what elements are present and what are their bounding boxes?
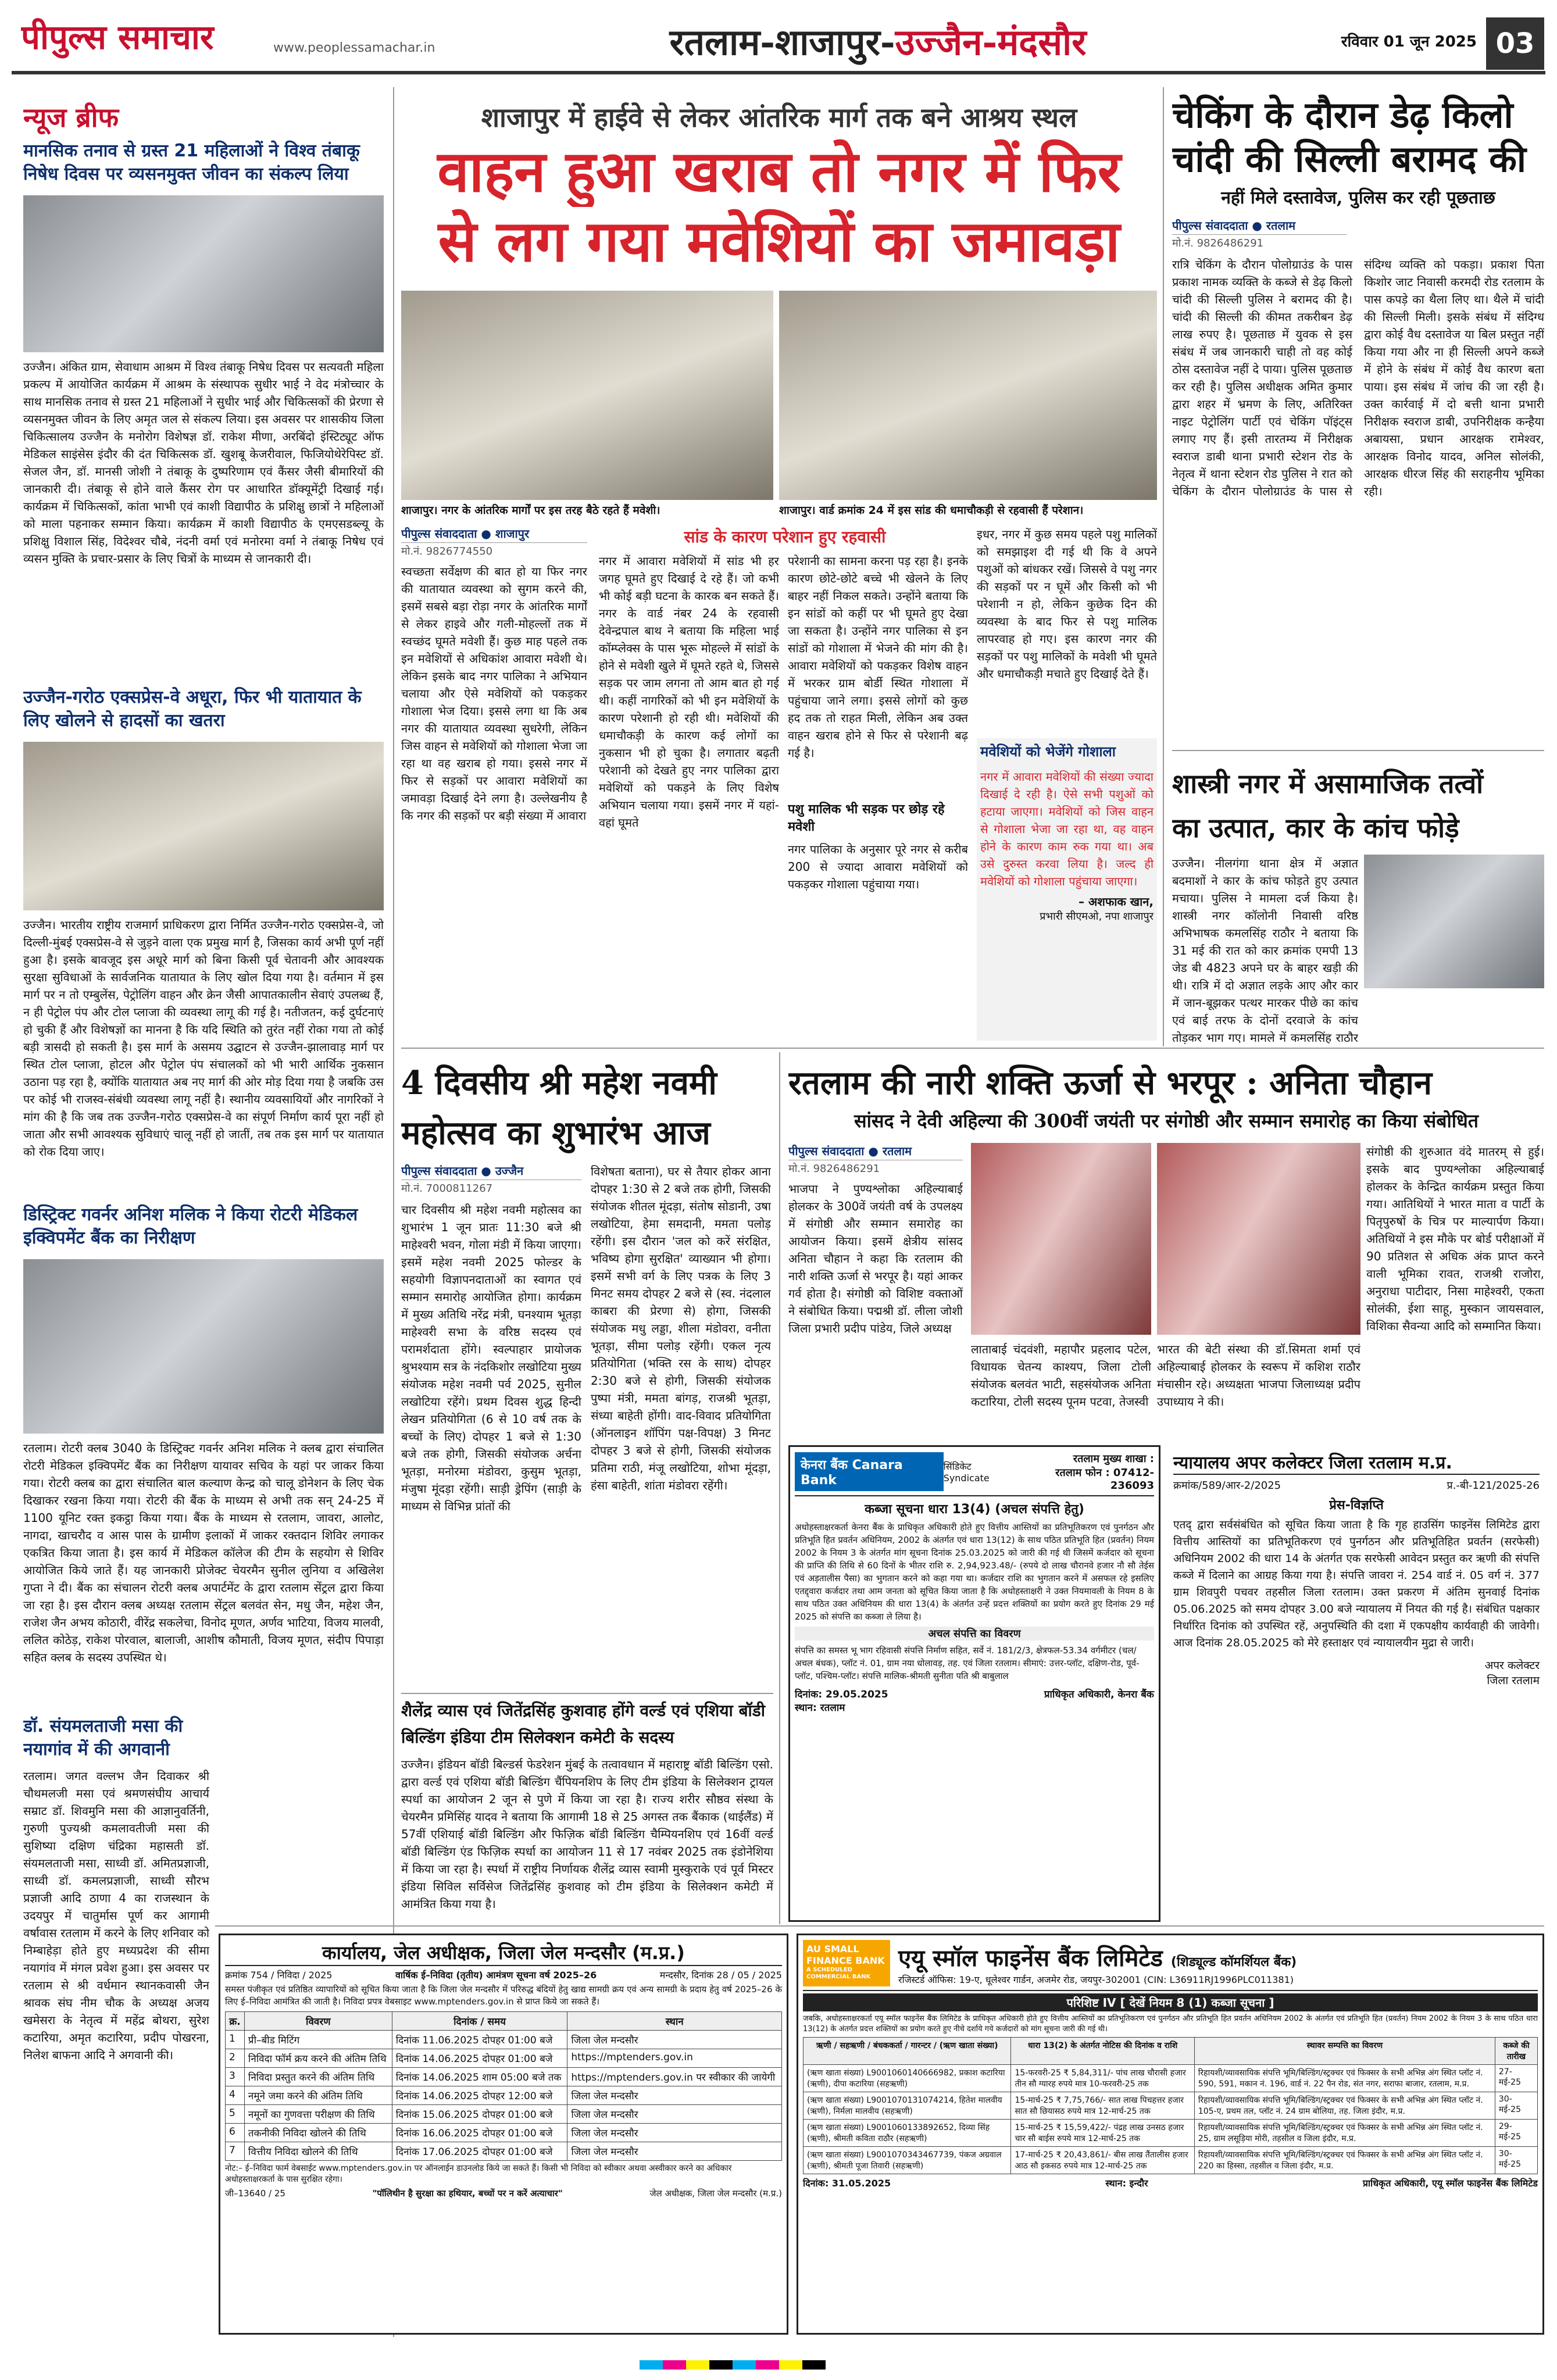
au-table-col-header: धारा 13(2) के अंतर्गत नोटिस की दिनांक व राशि <box>1011 2038 1194 2065</box>
lead-headline-2: से लग गया मवेशियों का जमावड़ा <box>438 208 1120 275</box>
silver-body: रात्रि चेकिंग के दौरान पोलोग्राउंड के पास प्रकाश नामक व्यक्ति के कब्जे से डेढ़ किलो चांदी की सिल्ली पुलिस ने बरामद की है। चांदी की सिल्ली की कीमत तकरीबन डेढ़ लाख रुपए है। पूछताछ में युवक से इस संबंध में जब जानकारी चाही तो वह कोई ठोस दस्तावेज नहीं दे पाया। पुलिस पूछताछ कर रही है। पुलिस अधीक्षक अमित कुमार द्वारा शहर में भ्रमण के लिए, अतिरिक्त नाइट पेट्रोलिंग पार्टी एवं चेकिंग पॉइंट्स लगाए गए हैं। इसी तारतम्य में निरीक्षक स्वराज डाबी थाना प्रभारी स्टेशन रोड के नेतृत्व में थाना स्टेशन रोड पुलिस ने रात को चेकिंग के दौरान पोलोग्राउंड के पास से संदिग्ध व्यक्ति को पकड़ा। प्रकाश पिता किशोर जाट निवासी करमदी रोड रतलाम के पास कपड़े का थैला लिए था। थैले में चांदी की सिल्ली मिली। इसके संबंध में संदिग्ध द्वारा कोई वैध दस्तावेज या बिल प्रस्तुत नहीं किया गया और ना ही सिल्ली अपने कब्जे में होने के संबंध में कोई वैध कारण बता पाया। इस संबंध में जांच की जा रही है। उक्त कार्रवाई में दो बत्ती थाना प्रभारी निरीक्षक स्वराज डाबी, उपनिरीक्षक कन्हैया अबायसा, प्रधान आरक्षक रामेश्वर, आरक्षक विनोद यादव, अनिल सोलंकी, आरक्षक धीरज सिंह की सराहनीय भूमिका रही। <box>1172 258 1544 498</box>
table-cell: (ऋण खाता संख्या) L9001060140666982, प्रकाश कटारिया (ऋणी), दीपा कटारिया (सहऋणी) <box>804 2065 1011 2092</box>
table-cell: (ऋण खाता संख्या) L9001070131074214, हितेश मालवीय (ऋणी), निर्मला मालवीय (सहऋणी) <box>804 2092 1011 2120</box>
row-rule <box>401 1048 1544 1049</box>
table-row <box>226 2105 782 2124</box>
table-cell: दिनांक 17.06.2025 दोपहर 01:00 बजे <box>392 2142 567 2161</box>
mahesh-headline-2: महोत्सव का शुभारंभ आज <box>401 1114 710 1152</box>
silver-mobile: मो.नं. 9826486291 <box>1172 237 1264 249</box>
ratlam-mobile: मो.नं. 9826486291 <box>788 1163 880 1175</box>
table-cell: 30-मई-25 <box>1495 2092 1537 2120</box>
shastri-headline-1: शास्त्री नगर में असामाजिक तत्वों <box>1172 768 1484 799</box>
table-row <box>226 2049 782 2068</box>
table-cell: नमूने जमा करने की अंतिम तिथि <box>244 2086 392 2105</box>
jail-table-col-header: क्र. <box>226 2012 245 2031</box>
table-row <box>226 2142 782 2161</box>
column-rule <box>1163 87 1164 1046</box>
lead-kicker: शाजापुर में हाईवे से लेकर आंतरिक मार्ग तक बने आश्रय स्थल <box>481 102 1077 133</box>
au-logo <box>803 1940 890 1986</box>
table-cell: रिहायशी/व्यावसायिक संपत्ति भूमि/बिल्डिंग/स्ट्रक्चर एवं फिक्सर के सभी अभिन्न अंग स्थित प्लॉट नं. 220 का हिस्सा, तहसील व जिला इंदौर, म.प्र. <box>1194 2147 1495 2174</box>
table-cell: रिहायशी/व्यावसायिक संपत्ति भूमि/बिल्डिंग/स्ट्रक्चर एवं फिक्सर के सभी अभिन्न अंग स्थित प्लॉट नं. 105-ए, प्रथम तल, प्लॉट नं. 24 ग्राम बोलिया, तह. जिला इंदौर, म.प्र. <box>1194 2092 1495 2120</box>
canara-title: कब्जा सूचना धारा 13(4) (अचल संपत्ति हेतु) <box>865 1502 1084 1517</box>
table-cell: 2 <box>226 2049 245 2068</box>
table-cell: दिनांक 15.06.2025 दोपहर 01:00 बजे <box>392 2105 567 2124</box>
silver-headline-1: चेकिंग के दौरान डेढ़ किलो <box>1172 94 1513 136</box>
au-address: रजिस्टर्ड ऑफिस: 19-ए, धूलेश्वर गार्डन, अजमेर रोड, जयपुर-302001 (CIN: L36911RJ1996PLC011381) <box>898 1974 1294 1985</box>
mahesh-col-1: चार दिवसीय श्री महेश नवमी महोत्सव का शुभारंभ 1 जून प्रातः 11:30 बजे श्री माहेश्वरी भवन, गोला मंडी में किया जाएगा। इसमें महेश नवमी 2025 फोल्डर के सहयोगी विज्ञापनदाताओं का स्वागत एवं सम्मान समारोह आयोजित होगा। कार्यक्रम में मुख्य अतिथि नरेंद्र मंत्री, घनश्याम भूतड़ा माहेश्वरी सभा के वरिष्ठ सदस्य एवं परामर्शदाता होंगे। स्वल्पाहार प्रायोजक श्रुभश्याम सत्र के नंदकिशोर लखोटिया मुख्य संयोजक महेश नवमी पर्व 2025, सुनील लखोटिया रहेंगे। प्रथम दिवस शुद्ध हिन्दी लेखन प्रतियोगिता (6 से 10 वर्ष तक के बच्चों के लिए) दोपहर 1 बजे से 1:30 बजे तक होगी, जिसकी संयोजक अर्चना भूतड़ा, मनोरमा मंडोवरा, कुसुम भूतड़ा, मंजुषा मूंदड़ा रहेंगी। साड़ी ड्रेपिंग (साड़ी के माध्यम से विभिन्न प्रांतों की <box>401 1203 581 1513</box>
table-cell: दिनांक 11.06.2025 दोपहर 01:00 बजे <box>392 2031 567 2049</box>
jail-tender-notice <box>219 1934 788 2335</box>
ratlam-byline: पीपुल्स संवाददाता ● रतलाम <box>788 1143 963 1160</box>
table-cell: जिला जेल मन्दसौर <box>567 2124 782 2142</box>
table-cell: जिला जेल मन्दसौर <box>567 2105 782 2124</box>
canara-notice <box>788 1445 1160 1922</box>
table-cell: (ऋण खाता संख्या) L9001070343467739, पंकज अग्रवाल (ऋणी), श्रीमती पूजा तिवारी (सहऋणी) <box>804 2147 1011 2174</box>
lead-mobile: मो.नं. 9826774550 <box>401 545 493 558</box>
jail-table-col-header: विवरण <box>244 2012 392 2031</box>
ratlam-subhead: सांसद ने देवी अहिल्या की 300वीं जयंती पर संगोष्ठी और सम्मान समारोह का किया संबोधित <box>854 1110 1479 1132</box>
brief-2-photo <box>23 742 384 910</box>
au-place: स्थान: इन्दौर <box>1105 2178 1148 2189</box>
collector-case: प्र.-बी-121/2025-26 <box>1447 1480 1540 1492</box>
au-table <box>803 2037 1538 2174</box>
brief-3-photo <box>23 1259 384 1434</box>
silver-byline: पीपुल्स संवाददाता ● रतलाम <box>1172 217 1347 235</box>
table-row <box>804 2120 1538 2147</box>
lead-box-sign2: प्रभारी सीएमओ, नपा शाजापुर <box>1040 910 1154 923</box>
table-row <box>226 2086 782 2105</box>
row-rule <box>215 1925 1544 1927</box>
brief-3-headline: डिस्ट्रिक्ट गवर्नर अनिश मलिक ने किया रोटरी मेडिकल इक्विपमेंट बैंक का निरीक्षण <box>23 1205 358 1248</box>
table-cell: निविदा प्रस्तुत करने की अंतिम तिथि <box>244 2068 392 2086</box>
lead-photo-2 <box>779 291 1157 500</box>
canara-date: दिनांक: 29.05.2025 <box>795 1689 888 1700</box>
lead-byline: पीपुल्स संवाददाता ● शाजापुर <box>401 526 587 543</box>
jail-intro: समस्त पंजीकृत एवं प्रतिष्ठित व्यापारियों को सूचित किया जाता है कि जिला जेल मन्दसौर में परिरुद्ध बंदियों हेतु खाद्य सामग्री क्रय एवं अन्य सामग्री के प्रदाय हेतु वर्ष 2025–26 के लिए ई–निविदा आमंत्रित की जाती है। निविदा प्रपत्र वेबसाइट www.mptenders.gov.in से प्राप्त किये जा सकते हैं। <box>225 1984 782 2007</box>
lead-headline-1: वाहन हुआ खराब तो नगर में फिर <box>437 138 1121 205</box>
au-date: दिनांक: 31.05.2025 <box>803 2178 891 2189</box>
table-row <box>804 2065 1538 2092</box>
masthead-rule <box>12 71 1545 74</box>
silver-subhead: नहीं मिले दस्तावेज, पुलिस कर रही पूछताछ <box>1221 188 1495 208</box>
mahesh-col-2: विशेषता बताना), घर से तैयार होकर आना दोपहर 1:30 से 2 बजे तक होगी, जिसकी संयोजक शीतल मूंदड़ा, संतोष सोडानी, उषा लखोटिया, हेमा समदानी, ममता पलोड़ रहेंगी। इस दौरान 'जल को करें संरक्षित, भविष्य होगा सुरक्षित' व्याख्यान भी होगा। इसमें सभी वर्ग के लिए पत्रक के लिए 3 मिनट समय दोपहर 2 बजे से (स्व. नंदलाल काबरा की प्रेरणा से) होगा, जिसकी संयोजक मधु लड्डा, शीला मंडोवरा, वनीता भूतड़ा, सीमा पलोड़ रहेंगी। एकल नृत्य प्रतियोगिता (भक्ति रस के साथ) दोपहर 2:30 बजे से होगी, जिसकी संयोजक पुष्पा मंत्री, ममता बांगड़, राजश्री भूतड़ा, संध्या बाहेती होंगी। वाद-विवाद प्रतियोगिता (ऑनलाइन शॉपिंग पक्ष-विपक्ष) 3 मिनट दोपहर 3 बजे से होगी, जिसकी संयोजक प्रतिमा राठी, मंजू लखोटिया, शोभा मूंदड़ा, हंसा बाहेती, शांता मंडोवरा रहेंगी। <box>591 1164 771 1492</box>
table-cell: 5 <box>226 2105 245 2124</box>
bodybuilding-body: उज्जैन। इंडियन बॉडी बिल्डर्स फेडरेशन मुंबई के तत्वावधान में महाराष्ट्र बॉडी बिल्डिंग एसो. द्वारा वर्ल्ड एवं एशिया बॉडी बिल्डिंग चैंपियनशिप के लिए टीम इंडिया के सिलेक्शन ट्रायल स्पर्धा का आयोजन 2 जून से पुणे में किया जा रहा है। राज्य शरीर सौष्ठव संस्था के चेयरमैन प्रमिसिंह यादव ने बताया कि आगामी 18 से 25 अगस्त तक बैंकाक (थाईलैंड) में 57वीं एशियाई बॉडी बिल्डिंग और फिज़िक बॉडी बिल्डिंग चैम्पियनशिप एवं 16वीं वर्ल्ड बॉडी बिल्डिंग एंड फिज़िक स्पर्धा का आयोजन 11 से 17 नवंबर 2025 तक इंडोनेशिया में किया जा रहा है। स्पर्धा में राष्ट्रीय निर्णायक शैलेंद्र व्यास स्वामी मुस्कुराके एवं पूर्व मिस्टर इंडिया सिविल सर्विसेज जितेंद्रसिंह कुशवाह को टीम इंडिया के सिलेक्शन कमेटी में आमंत्रित किया गया है। <box>401 1757 773 1911</box>
lead-box <box>977 738 1157 1041</box>
row-rule <box>1172 750 1544 751</box>
mahesh-byline: पीपुल्स संवाददाता ● उज्जैन <box>401 1163 581 1180</box>
table-row <box>226 2124 782 2142</box>
lead-subhead: सांड के कारण परेशान हुए रहवासी <box>684 527 886 546</box>
issue-date: रविवार 01 जून 2025 <box>1341 33 1477 51</box>
silver-headline-2: चांदी की सिल्ली बरामद की <box>1172 138 1526 180</box>
lead-subhead-2: पशु मालिक भी सड़क पर छोड़ रहे मवेशी <box>788 802 945 834</box>
shastri-headline-2: का उत्पात, कार के कांच फोड़े <box>1172 812 1459 844</box>
lead-box-head: मवेशियों को भेजेंगे गोशाला <box>980 744 1116 760</box>
table-cell: 4 <box>226 2086 245 2105</box>
au-table-col-header: कब्जे की तारीख <box>1495 2038 1537 2065</box>
jail-table-col-header: दिनांक / समय <box>392 2012 567 2031</box>
table-cell: 27-मई-25 <box>1495 2065 1537 2092</box>
brief-1-body: उज्जैन। अंकित ग्राम, सेवाधाम आश्रम में विश्व तंबाकू निषेध दिवस पर सत्यवती महिला प्रकल्प में आयोजित कार्यक्रम में आश्रम के संस्थापक सुधीर भाई ने वेद मंत्रोच्चार के साथ मानसिक तनाव से ग्रस्त 21 महिलाओं ने सुधीर भाई और चिकित्सकों की प्रेरणा से व्यसनमुक्त जीवन के लिए अमृत जल से संकल्प लिया। इस अवसर पर शासकीय जिला चिकित्सालय उज्जैन के मनोरोग विशेषज्ञ डॉ. राकेश मीणा, अरबिंदो इंस्टिट्यूट ऑफ मेडिकल साइंसेस इंदौर की दंत चिकित्सक डॉ. खुशबू केजरीवाल, फिजियोथेरेपिस्ट डॉ. सेजल जैन, डॉ. मानसी जोशी ने तंबाकू के दुष्परिणाम एवं कैंसर जैसी बीमारियों की जानकारी दी। तंबाकू से होने वाले कैंसर रोग पर आधारित डॉक्यूमेंट्री दिखाई गई। कार्यक्रम में चिकित्सकों, कांता भाभी एवं काशी विद्यापीठ के प्रशिक्षु छात्रों ने महिलाओं को माला पहनाकर सम्मान किया। कार्यक्रम में काशी विद्यापीठ के एमएसडब्ल्यू के प्रशिक्षु विशाल सिंह, विदेश्वर चौबे, नंदनी वर्मा एवं मनोरमा वर्मा ने तंबाकू निषेध एवं व्यसन मुक्ति के प्रचार-प्रसार के लिए चित्रों के माध्यम से जानकारी दी। <box>23 360 384 566</box>
masthead-url[interactable]: www.peoplessamachar.in <box>273 41 435 55</box>
lead-box-body: नगर में आवारा मवेशियों की संख्या ज्यादा दिखाई दे रही है। ऐसे सभी पशुओं को हटाया जाएगा। मवेशियों को जिस वाहन से गोशाला भेजा जा रहा था, वह वाहन होने के कारण काम रुक गया था। अब उसे दुरुस्त करवा लिया है। जल्द ही मवेशियों को गोशाला पहुंचाया जाएगा। <box>980 770 1154 888</box>
ratlam-headline: रतलाम की नारी शक्ति ऊर्जा से भरपूर : अनिता चौहान <box>788 1064 1432 1102</box>
row-rule <box>401 1693 773 1694</box>
au-head: एयू स्मॉल फाइनेंस बैंक लिमिटेड <box>898 1945 1163 1972</box>
jail-head: कार्यालय, जेल अधीक्षक, जिला जेल मन्दसौर (म.प्र.) <box>225 1940 782 1966</box>
brief-2-body: उज्जैन। भारतीय राष्ट्रीय राजमार्ग प्राधिकरण द्वारा निर्मित उज्जैन-गरोठ एक्सप्रेस-वे, जो दिल्ली-मुंबई एक्सप्रेस-वे से जुड़ने वाला एक प्रमुख मार्ग है, जिसका कार्य अभी पूर्ण नहीं हुआ है। इसके बावजूद इस अधूरे मार्ग को बिना किसी पूर्व चेतावनी और आवश्यक सुरक्षा सुविधाओं के सार्वजनिक यातायात के लिए खोल दिया गया है। वर्तमान में इस मार्ग पर न तो एम्बुलेंस, पेट्रोलिंग वाहन और क्रेन जैसी आपातकालीन सेवाएं उपलब्ध हैं, न ही पेट्रोल पंप और टोल प्लाजा की व्यवस्था लागू की गई है। नतीजतन, कई दुर्घटनाएं हो चुकी हैं और विशेषज्ञों का मानना है कि यदि स्थिति को तुरंत नहीं रोका गया तो कोई बड़ी त्रासदी हो सकती है। इस मार्ग के असमय उद्घाटन से उज्जैन-झालावाड़ मार्ग पर स्थित टोल प्लाजा, होटल और पेट्रोल पंप संचालकों को भी भारी आर्थिक नुकसान उठाना पड़ रहा है, क्योंकि यातायात अब नए मार्ग की ओर मोड़ दिया गया है जबकि उस पर कोई भी राजस्व-संबंधी व्यवस्था लागू नहीं है। स्थानीय व्यवसायियों और नागरिकों ने मांग की है कि जब तक उज्जैन-गरोठ एक्सप्रेस-वे का संपूर्ण निर्माण कार्य पूरा नहीं हो जाता और सभी आवश्यक सुविधाएं चालू नहीं हो जातीं, तब तक इस मार्ग पर यातायात को रोक दिया जाए। <box>23 918 384 1159</box>
table-cell: 17-मार्च-25 ₹ 20,43,861/- बीस लाख तैंतालीस हजार आठ सौ इकसठ रुपये मात्र 12-मार्च-25 तक <box>1011 2147 1194 2174</box>
au-table-col-header: ऋणी / सहऋणी / बंधककर्ता / गारन्टर / (ऋण खाता संख्या) <box>804 2038 1011 2065</box>
table-cell: रिहायशी/व्यावसायिक संपत्ति भूमि/बिल्डिंग/स्ट्रक्चर एवं फिक्सर के सभी अभिन्न अंग स्थित प्लॉट नं. 590, 591, मकान नं. 196, वार्ड नं. 22 पैन रोड, संत नगर, सराफा बाजार, रतलाम, म.प्र. <box>1194 2065 1495 2092</box>
canara-property: संपत्ति का समस्त भू भाग रहिवासी संपत्ति निर्माण सहित, सर्वे नं. 181/2/3, क्षेत्रफल-53.34 वर्गमीटर (चल/अचल बंधक), प्लॉट नं. 01, ग्राम नया धोलावड़, तह. एवं जिला रतलाम। सीमाएं: उत्तर-प्लॉट, दक्षिण-रोड, पूर्व-प्लॉट, पश्चिम-प्लॉट। संपत्ति मालिक-श्रीमती सुनीता पति श्री बाबुलाल <box>795 1645 1140 1681</box>
section-title <box>558 16 1198 69</box>
table-cell: दिनांक 14.06.2025 दोपहर 12:00 बजे <box>392 2086 567 2105</box>
jail-sign: जेल अधीक्षक, जिला जेल मन्दसौर (म.प्र.) <box>649 2188 782 2199</box>
ratlam-photo-1 <box>971 1143 1151 1335</box>
mahesh-headline-1: 4 दिवसीय श्री महेश नवमी <box>401 1064 717 1102</box>
lead-caption-2: शाजापुर। वार्ड क्रमांक 24 में इस सांड की धमाचौकड़ी से रहवासी हैं परेशान। <box>779 502 1157 520</box>
canara-syndicate: सिंडिकेट Syndicate <box>943 1461 990 1484</box>
lead-col-3b: नगर पालिका के अनुसार पूरे नगर से करीब 200 से ज्यादा आवारा मवेशियों को पकड़कर गोशाला पहुंचाया गया। <box>788 842 968 891</box>
collector-sign-2: जिला रतलाम <box>1487 1674 1540 1687</box>
table-cell: https://mptenders.gov.in <box>567 2049 782 2068</box>
table-cell: प्री–बीड मिटिंग <box>244 2031 392 2049</box>
shastri-body: उज्जैन। नीलगंगा थाना क्षेत्र में अज्ञात बदमाशों ने कार के कांच फोड़ते हुए उत्पात मचाया। पुलिस ने मामला दर्ज किया है। शास्त्री नगर कॉलोनी निवासी वरिष्ठ अभिभाषक कमलसिंह राठौर ने बताया कि 31 मई की रात को कार क्रमांक एमपी 13 जेड बी 4823 अपने घर के बाहर खड़ी की थी। रात्रि में दो अज्ञात लड़के आए और कार में जान-बूझकर पत्थर मारकर पीछे का कांच एवं बाई तरफ के दोनों दरवाजे के कांच तोड़कर भाग गए। मामले में कमलसिंह राठौर <box>1172 856 1358 1045</box>
jail-note: नोट:– ई–निविदा फार्म वेबसाईट www.mptenders.gov.in पर ऑनलाईन डाउनलोड किये जा सकते हैं। किसी भी निविदा को स्वीकार अथवा अस्वीकार करने का अधिकार अधोहस्ताक्षरकर्ता के पास सुरक्षित रहेगा। <box>225 2164 732 2184</box>
table-row <box>226 2068 782 2086</box>
brief-1-headline: मानसिक तनाव से ग्रस्त 21 महिलाओं ने विश्व तंबाकू निषेध दिवस पर व्यसनमुक्त जीवन का संकल्प लिया <box>23 141 360 184</box>
au-sign: प्राधिकृत अधिकारी, एयू स्मॉल फाइनेंस बैंक लिमिटेड <box>1362 2178 1538 2189</box>
jail-ref: क्रमांक 754 / निविदा / 2025 <box>225 1970 333 1981</box>
brief-3-body: रतलाम। रोटरी क्लब 3040 के डिस्ट्रिक्ट गवर्नर अनिश मलिक ने क्लब द्वारा संचालित रोटरी मेडिकल इक्विपमेंट बैंक का निरीक्षण यायावर सचिव के यहां पर जाकर किया गया। रोटरी क्लब का द्वारा संचालित बाल कल्याण केन्द्र को चालू डोनेशन के लिए चेक दिखाकर रखना किया गया। रोटरी की बैंक के माध्यम से अभी तक सन् 24-25 में 1100 यूनिट रक्त इकट्ठा किया गया। बैंक के माध्यम से रतलाम, जावरा, आलोट, नागदा, खाचरौद व आस पास के ग्रामीण इलाकों में जाकर रक्तदान शिविर लगाकर एकत्रित किया जाता है। इस कार्य में मेडिकल कॉलेज की टीम के सहयोग से शिविर आयोजित किये जाते हैं। यह जानकारी प्रोजेक्ट चेयरमैन सुनील लुनिया व अखिलेश गुप्ता ने दी। बैंक का संचालन रोटरी क्लब अपार्टमेंट के द्वारा रतलाम सेंट्रल द्वारा किया जा रहा है। इस दौरान क्लब अध्यक्ष रतलाम सेंट्रल बलवंत सेन, मधु जैन, महेश जैन, राजेश जैन अभय कोठारी, वीरेंद्र सकलेचा, विनोद मूणत, अर्णव भाटिया, विजय मालवी, ललित कोठेड़, राकेश पोरवाल, बालाजी, आशीष कौमाती, विजय मूणत, संदीप पिपाड़ा सहित क्लब के सदस्य उपस्थित थे। <box>23 1441 384 1664</box>
au-appendix: परिशिष्ट IV [ देखें नियम 8 (1) कब्जा सूचना ] <box>803 1993 1538 2011</box>
lead-photo-1 <box>401 291 773 500</box>
collector-notice <box>1169 1445 1544 1922</box>
lead-box-sign: – अशफाक खान, <box>1078 895 1154 909</box>
au-table-col-header: स्थावर सम्पत्ति का विवरण <box>1194 2038 1495 2065</box>
canara-body: अधोहस्ताक्षरकर्ता केनरा बैंक के प्राधिकृत अधिकारी होते हुए वित्तीय आस्तियों का प्रतिभूतिकरण एवं पुनर्गठन और प्रतिभूति हित प्रवर्तन अधिनियम, 2002 के अंतर्गत एवं धारा 13(12) के साथ पठित प्रतिभूति हित (प्रवर्तन) नियम 2002 के नियम 3 के अंतर्गत मांग सूचना दिनांक 25.03.2025 को जारी की गई थी जिसमें कर्जदार को सूचना की प्राप्ति की तिथि से 60 दिनों के भीतर राशि रु. 2,94,923.48/- (रुपये दो लाख चौरानवे हजार नौ सौ तेईस एवं अड़तालीस पैसा) का भुगतान करने को कहा गया था। कर्जदार राशि का भुगतान करने में असफल रहे इसलिए एतद्द्वारा कर्जदार तथा आम जनता को सूचित किया जाता है कि अधोहस्ताक्षरी ने उक्त नियमावली के नियम 8 के साथ पठित उक्त अधिनियम की धारा 13(4) के अंतर्गत उन्हें प्रदत्त शक्तियों का प्रयोग करते हुए दिनांक 29 मई 2025 को संपत्ति का कब्जा ले लिया है। <box>795 1522 1154 1622</box>
ratlam-col-3: संगोष्ठी की शुरुआत वंदे मातरम् से हुई। इसके बाद पुण्यश्लोका अहिल्याबाई होलकर के केन्द्रित कार्यक्रम प्रस्तुत किया गया। आतिथियों ने भारत माता व पार्टी के पितृपुरुषों के चित्र पर माल्यार्पण किया। अतिथियों ने इस मौके पर बोर्ड परीक्षाओं में 90 प्रतिशत से अधिक अंक प्राप्त करने वाली भूमिका रावत, राजश्री राजोरा, अनुराधा पाटीदार, निसा माहेश्वरी, एकता सोलंकी, ईशा साहू, मुस्कान जायसवाल, विशिका सैवन्या आदि को सम्मानित किया। <box>1366 1145 1544 1333</box>
ratlam-col-2: भारत की बेटी संस्था की डॉ.सिमता शर्मा एवं अहिल्याबाई होलकर के स्वरूप में कशिश राठौर मंचासीन रहे। अध्यक्षता भाजपा जिलाध्यक्ष प्रदीप उपाध्याय ने की। <box>1157 1342 1360 1409</box>
table-cell: जिला जेल मन्दसौर <box>567 2086 782 2105</box>
table-cell: 15-मार्च-25 ₹ 7,75,766/- सात लाख पिचहत्तर हजार सात सौ छियासठ रुपये मात्र 12-मार्च-25 तक <box>1011 2092 1194 2120</box>
collector-title: प्रेस-विज्ञप्ति <box>1329 1498 1384 1513</box>
collector-no: क्रमांक/589/आर-2/2025 <box>1173 1480 1281 1492</box>
table-cell: दिनांक 16.06.2025 दोपहर 01:00 बजे <box>392 2124 567 2142</box>
bodybuilding-headline: शैलेंद्र व्यास एवं जितेंद्रसिंह कुशवाह होंगे वर्ल्ड एवं एशिया बॉडी बिल्डिंग इंडिया टीम सिलेक्शन कमेटी के सदस्य <box>401 1701 766 1747</box>
table-cell: 15-फरवरी-25 ₹ 5,84,311/- पांच लाख चौरासी हजार तीन सौ ग्यारह रुपये मात्र 10-फरवरी-25 तक <box>1011 2065 1194 2092</box>
table-cell: तकनीकी निविदा खोलने की तिथि <box>244 2124 392 2142</box>
table-cell: 15-मार्च-25 ₹ 15,59,422/- पंद्रह लाख उनसठ हजार चार सौ बाईस रुपये मात्र 12-मार्च-25 तक <box>1011 2120 1194 2147</box>
table-cell: 6 <box>226 2124 245 2142</box>
jail-date: मन्दसौर, दिनांक 28 / 05 / 2025 <box>659 1970 782 1981</box>
jail-schedule-table <box>225 2011 782 2161</box>
news-brief-title: न्यूज ब्रीफ <box>23 102 119 133</box>
table-cell: 1 <box>226 2031 245 2049</box>
table-cell: जिला जेल मन्दसौर <box>567 2142 782 2161</box>
shastri-photo <box>1364 855 1544 988</box>
collector-sign-1: अपर कलेक्टर <box>1484 1659 1540 1672</box>
ratlam-col-1: भाजपा ने पुण्यश्लोका अहिल्याबाई होलकर के 300वें जयंती वर्ष के उपलक्ष्य में संगोष्ठी और सम्मान समारोह का आयोजन किया। इसमें क्षेत्रीय सांसद अनिता चौहान ने कहा कि रतलाम की नारी शक्ति ऊर्जा से भरपूर है। यहां आकर गर्व होता है। संगोष्ठी को विशिष्ट वक्ताओं ने संबोधित किया। पद्मश्री डॉ. लीला जोशी जिला प्रभारी प्रदीप पांडेय, जिले अध्यक्ष <box>788 1182 963 1335</box>
section-title-b: उज्जैन-मंदसौर <box>895 21 1087 63</box>
lead-col-3: परेशानी का सामना करना पड़ रहा है। इनके कारण छोटे-छोटे बच्चे भी खेलने के लिए बाहर नहीं निकल सकते। उन्होंने बताया कि इन सांडों को कहीं पर भी घूमते हुए देखा जा सकता है। उन्होंने नगर पालिका से इन सांडों को गोशाला में भेजने की मांग की है। आवारा मवेशियों को पकड़कर विशेष वाहन में भरकर ग्राम बोर्डी स्थित गोशाला में पहुंचाया जाने लगा। इससे लोगों को कुछ हद तक तो राहत मिली, लेकिन अब उक्त वाहन खराब होने से फिर से परेशानी बढ़ गई है। <box>788 554 968 760</box>
canara-logo: केनरा बैंक Canara Bank <box>795 1452 944 1491</box>
brief-1-photo <box>23 195 384 352</box>
brief-4-body: रतलाम। जगत वल्लभ जैन दिवाकर श्री चौथमलजी मसा एवं श्रमणसंघीय आचार्य सम्राट डॉ. शिवमुनि मसा की आज्ञानुवर्तिनी, गुरुणी पुज्यश्री कमलावतीजी मसा की सुशिष्या दक्षिण चंद्रिका महासती डॉ. संयमलताजी मसा, साध्वी डॉ. अमितप्रज्ञाजी, साध्वी डॉ. कमलप्रज्ञाजी, साध्वी सौरभ प्रज्ञाजी आदि ठाणा 4 का राजस्थान के उदयपुर में चातुर्मास पूर्ण कर आगामी वर्षावास रतलाम में करने के लिए शनिवार को निम्बाहेड़ा होते हुए मध्यप्रदेश की सीमा नयागांव में मंगल प्रवेश हुआ। इस अवसर पर रतलाम से श्री वर्धमान स्थानकवासी जैन श्रावक संघ नीम चौक के अध्यक्ष अजय खमेसरा के नेतृत्व में महेंद्र बोथरा, सुरेश कटारिया, अमृत कटारिया, प्रदीप पोखरना, निलेश बाफना आदि ने अगवानी की। <box>23 1769 209 2062</box>
table-cell: निविदा फॉर्म क्रय करने की अंतिम तिथि <box>244 2049 392 2068</box>
collector-head: न्यायालय अपर कलेक्टर जिला रतलाम म.प्र. <box>1173 1450 1540 1475</box>
table-cell: 30-मई-25 <box>1495 2147 1537 2174</box>
canara-place: स्थान: रतलाम <box>795 1702 845 1714</box>
table-cell: 3 <box>226 2068 245 2086</box>
au-intro: जबकि, अधोहस्ताक्षरकर्ता एयू स्मॉल फाइनेंस बैंक लिमिटेड के प्राधिकृत अधिकारी होते हुए वित्तीय आस्तियों का प्रतिभूतिकरण एवं पुनर्गठन और प्रतिभूति हित प्रवर्तन अधिनियम 2002 के अंतर्गत एवं प्रतिभूति हित (प्रवर्तन) नियम 2002 के नियम 3 के साथ पठित धारा 13(12) के अंतर्गत प्रदत्त शक्तियों का प्रयोग करते हुए नीचे दर्शाये गये कर्जदारों को मांग सूचना जारी की गई थी। <box>803 2014 1538 2034</box>
table-cell: दिनांक 14.06.2025 शाम 05:00 बजे तक <box>392 2068 567 2086</box>
au-logo-text: AU SMALL FINANCE BANK <box>806 1943 885 1966</box>
brief-2-headline: उज्जैन-गरोठ एक्सप्रेस-वे अधूरा, फिर भी यातायात के लिए खोलने से हादसों का खतरा <box>23 687 362 731</box>
table-cell: 7 <box>226 2142 245 2161</box>
lead-col-2: नगर में आवारा मवेशियों में सांड भी हर जगह घूमते हुए दिखाई दे रहे हैं। जो कभी भी कोई बड़ी घटना के कारक बन सकते हैं। नगर के वार्ड नंबर 24 के रहवासी देवेन्द्रपाल बाथ ने बताया कि महिला भाई कॉम्प्लेक्स के पास भूरू मोहल्ले में सांडों के होने से मवेशी खुले में घूमते रहते थे, जिससे सड़क पर जाम लगना तो आम बात हो गई थी। कहीं नागरिकों को भी इन मवेशियों के कारण परेशानी हो रही थी। मवेशियों की धमाचौकड़ी के कारण कई लोगों का नुकसान भी हो चुका है। लगातार बढ़ती परेशानी को देखते हुए नगर पालिका द्वारा मवेशियों को पकड़ने के लिए विशेष अभियान चलाया गया। इसमें नगर में यहां-वहां घूमते <box>599 554 779 830</box>
table-cell: 29-मई-25 <box>1495 2120 1537 2147</box>
table-cell: रिहायशी/व्यावसायिक संपत्ति भूमि/बिल्डिंग/स्ट्रक्चर एवं फिक्सर के सभी अभिन्न अंग स्थित प्लॉट नं. 25, ग्राम लसूड़िया मोरी, तहसील व जिला इंदौर, म.प्र. <box>1194 2120 1495 2147</box>
lead-col-4: इधर, नगर में कुछ समय पहले पशु मालिकों को समझाइश दी गई थी कि वे अपने पशुओं को बांधकर रखें। जिससे वे पशु नगर की सड़कों पर न घूमें और किसी को भी परेशानी न हो, लेकिन कुछेक दिन की व्यवस्था के बाद फिर से पशु मालिक लापरवाह हो गए। इस कारण नगर की सड़कों पर पशु मालिकों के मवेशी भी घूमते और धमाचौकड़ी मचाते हुए दिखाई देते हैं। <box>977 527 1157 681</box>
jail-code: जी–13640 / 25 <box>225 2188 285 2199</box>
column-rule <box>779 1052 780 1924</box>
au-bank-notice <box>797 1934 1544 2335</box>
canara-prop-head: अचल संपत्ति का विवरण <box>795 1627 1154 1641</box>
table-cell: वित्तीय निविदा खोलने की तिथि <box>244 2142 392 2161</box>
brief-4-headline: डॉ. संयमलताजी मसा की नयागांव में की अगवानी <box>23 1716 183 1760</box>
au-logo-sub: A SCHEDULED COMMERCIAL BANK <box>806 1967 871 1980</box>
table-row <box>804 2092 1538 2120</box>
ratlam-caption: लाताबाई चंदवंशी, महापौर प्रहलाद पटेल, विधायक चेतन्य काश्यप, जिला टोली संयोजक बलवंत भाटी, सहसंयोजक अनिता कटारिया, टोली सदस्य पूनम पटवा, तेजस्वी <box>971 1342 1151 1409</box>
table-cell: https://mptenders.gov.in पर स्वीकार की जायेगी <box>567 2068 782 2086</box>
canara-branch: रतलाम मुख्य शाखा : <box>1073 1453 1154 1465</box>
table-cell: (ऋण खाता संख्या) L9001060133892652, दिव्या सिंह (ऋणी), श्रीमती कविता राठौर (सहऋणी) <box>804 2120 1011 2147</box>
ratlam-photo-2 <box>1157 1143 1360 1335</box>
table-cell: दिनांक 14.06.2025 दोपहर 01:00 बजे <box>392 2049 567 2068</box>
mahesh-mobile: मो.नं. 7000811267 <box>401 1182 493 1195</box>
lead-col-1: स्वच्छता सर्वेक्षण की बात हो या फिर नगर की यातायात व्यवस्था को सुगम करने की, इसमें सबसे बड़ा रोड़ा नगर के आंतरिक मार्गों से लेकर हाइवे और गली-मोहल्लों तक में स्वच्छंद घूमते मवेशी हैं। कुछ माह पहले तक इन मवेशियों से अधिकांश आवारा मवेशी थे। लेकिन इसके बाद नगर पालिका ने अभियान चलाया और ऐसे मवेशियों को पकड़कर गोशाला भेज दिया। इससे लगा था कि अब नगर की यातायात व्यवस्था सुधरेगी, लेकिन जिस वाहन से मवेशियों को गोशाला भेजा जा रहा था वह खराब हो गया। इससे नगर में फिर से सड़कों पर आवारा मवेशियों का जमावड़ा दिखाई देने लगा है। उल्लेखनीय है कि नगर की सड़कों पर बड़ी संख्या में आवारा <box>401 564 587 823</box>
masthead-logo: पीपुल्स समाचार <box>21 17 214 57</box>
table-cell: नमूनों का गुणवत्ता परीक्षण की तिथि <box>244 2105 392 2124</box>
table-row <box>226 2031 782 2049</box>
table-cell: जिला जेल मन्दसौर <box>567 2031 782 2049</box>
jail-year: वार्षिक ई–निविदा (तृतीय) आमंत्रण सूचना वर्ष 2025–26 <box>395 1970 597 1981</box>
color-registration-bar <box>640 2360 919 2372</box>
table-row <box>804 2147 1538 2174</box>
canara-phone: रतलाम फोन : 07412-236093 <box>1055 1467 1154 1492</box>
au-head-sub: (शिड्यूल्ड कॉमर्शियल बैंक) <box>1170 1954 1297 1970</box>
jail-table-col-header: स्थान <box>567 2012 782 2031</box>
section-title-a: रतलाम-शाजापुर- <box>669 21 895 63</box>
canara-sign: प्राधिकृत अधिकारी, केनरा बैंक <box>1044 1689 1154 1700</box>
collector-body: एतद् द्वारा सर्वसंबंधित को सूचित किया जाता है कि गृह हाउसिंग फाइनेंस लिमिटेड द्वारा वित्तीय आस्तियों का प्रतिभूतिकरण एवं पुनर्गठन और प्रतिभूतिहित प्रवर्तन (सरफेसी) अधिनियम 2002 की धारा 14 के अंतर्गत एक सरफेसी आवेदन प्रस्तुत कर ऋणी की संपत्ति कब्जे में दिलाने का आग्रह किया गया है। संपत्ति जावरा नं. 254 वार्ड नं. 05 वर्ग नं. 377 ग्राम शिवपुरी पचवर तहसील जिला रतलाम। उक्त प्रकरण में अंतिम सुनवाई दिनांक 05.06.2025 को समय दोपहर 3.00 बजे न्यायालय में नियत की गई है। संबंधित पक्षकार निर्धारित दिनांक को उपस्थित रहें, अनुपस्थिति की दशा में एकपक्षीय कार्यवाही की जावेगी। आज दिनांक 28.05.2025 को मेरे हस्ताक्षर एवं न्यायालयीन मुद्रा से जारी। <box>1173 1518 1540 1649</box>
page-number: 03 <box>1486 17 1544 70</box>
jail-slogan: "पॉलिथीन है सुरक्षा का हथियार, बच्चों पर न करें अत्याचार" <box>372 2188 563 2199</box>
lead-caption-1: शाजापुर। नगर के आंतरिक मार्गों पर इस तरह बैठे रहते हैं मवेशी। <box>401 502 773 520</box>
